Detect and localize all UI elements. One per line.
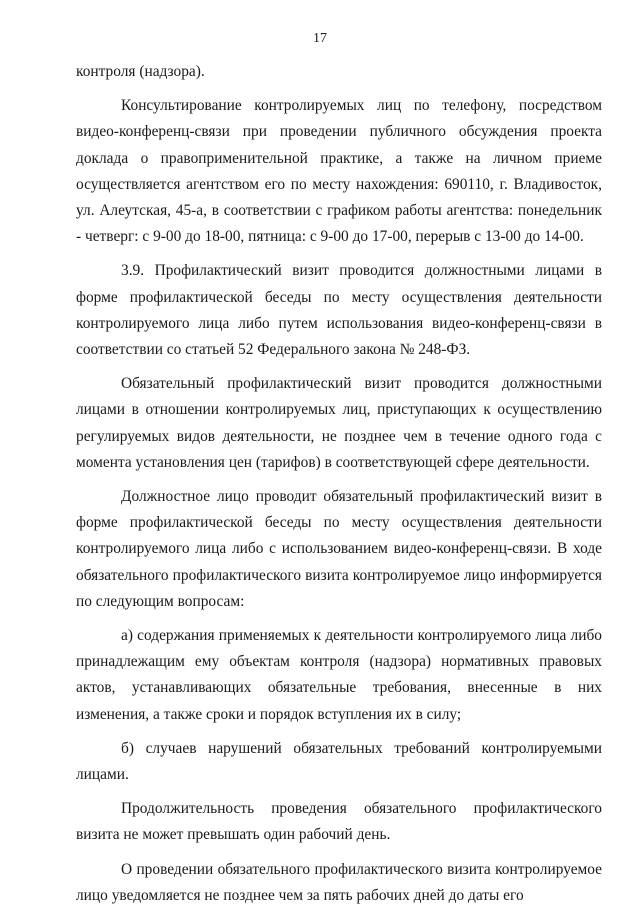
paragraph-section-3-9: 3.9. Профилактический визит проводится должностными лицами в форме профилактической беседы по месту осуществления деятельности контролируемого лица либо путем использования видео-конференц-связи в соответствии со статьей 52 Федерального закона № 248-ФЗ. — [76, 262, 602, 359]
paragraph-consultation: Консультирование контролируемых лиц по телефону, посредством видео-конференц-связи при проведении публичного обсуждения проекта доклада о правоприменительной практике, а также на личном приеме осуществляется агентством его по месту нахождения: 690110, г. Владивосток, ул. Алеутская, 45-а, в соответствии с графиком работы агентства: понедельник - четверг: с 9-00 до 18-00, пятница: с 9-00 до 17-00, перерыв с 13-00 до 14-00. — [76, 97, 602, 246]
document-body — [76, 59, 602, 909]
page-number: 17 — [313, 31, 327, 46]
paragraph-official-visit: Должностное лицо проводит обязательный профилактический визит в форме профилактической беседы по месту осуществления деятельности контролируемого лица либо с использованием видео-конференц-связи. В ходе обязательного профилактического визита контролируемое лицо информируется по следующим вопросам: — [76, 488, 602, 610]
paragraph-notification: О проведении обязательного профилактического визита контролируемое лицо уведомляется не позднее чем за пять рабочих дней до даты его — [76, 860, 602, 904]
paragraph-duration: Продолжительность проведения обязательного профилактического визита не может превышать один рабочий день. — [76, 800, 602, 844]
list-item-a: а) содержания применяемых к деятельности контролируемого лица либо принадлежащим ему объектам контроля (надзора) нормативных правовых актов, устанавливающих обязательные требования, внесенные в них изменения, а также сроки и порядок вступления их в силу; — [76, 627, 602, 723]
paragraph-continuation: контроля (надзора). — [76, 63, 205, 80]
paragraph-mandatory-visit: Обязательный профилактический визит проводится должностными лицами в отношении контролируемых лиц, приступающих к осуществлению регулируемых видов деятельности, не позднее чем в течение одного года с момента установления цен (тарифов) в соответствующей сфере деятельности. — [76, 375, 602, 471]
list-item-b: б) случаев нарушений обязательных требований контролируемыми лицами. — [76, 739, 602, 784]
